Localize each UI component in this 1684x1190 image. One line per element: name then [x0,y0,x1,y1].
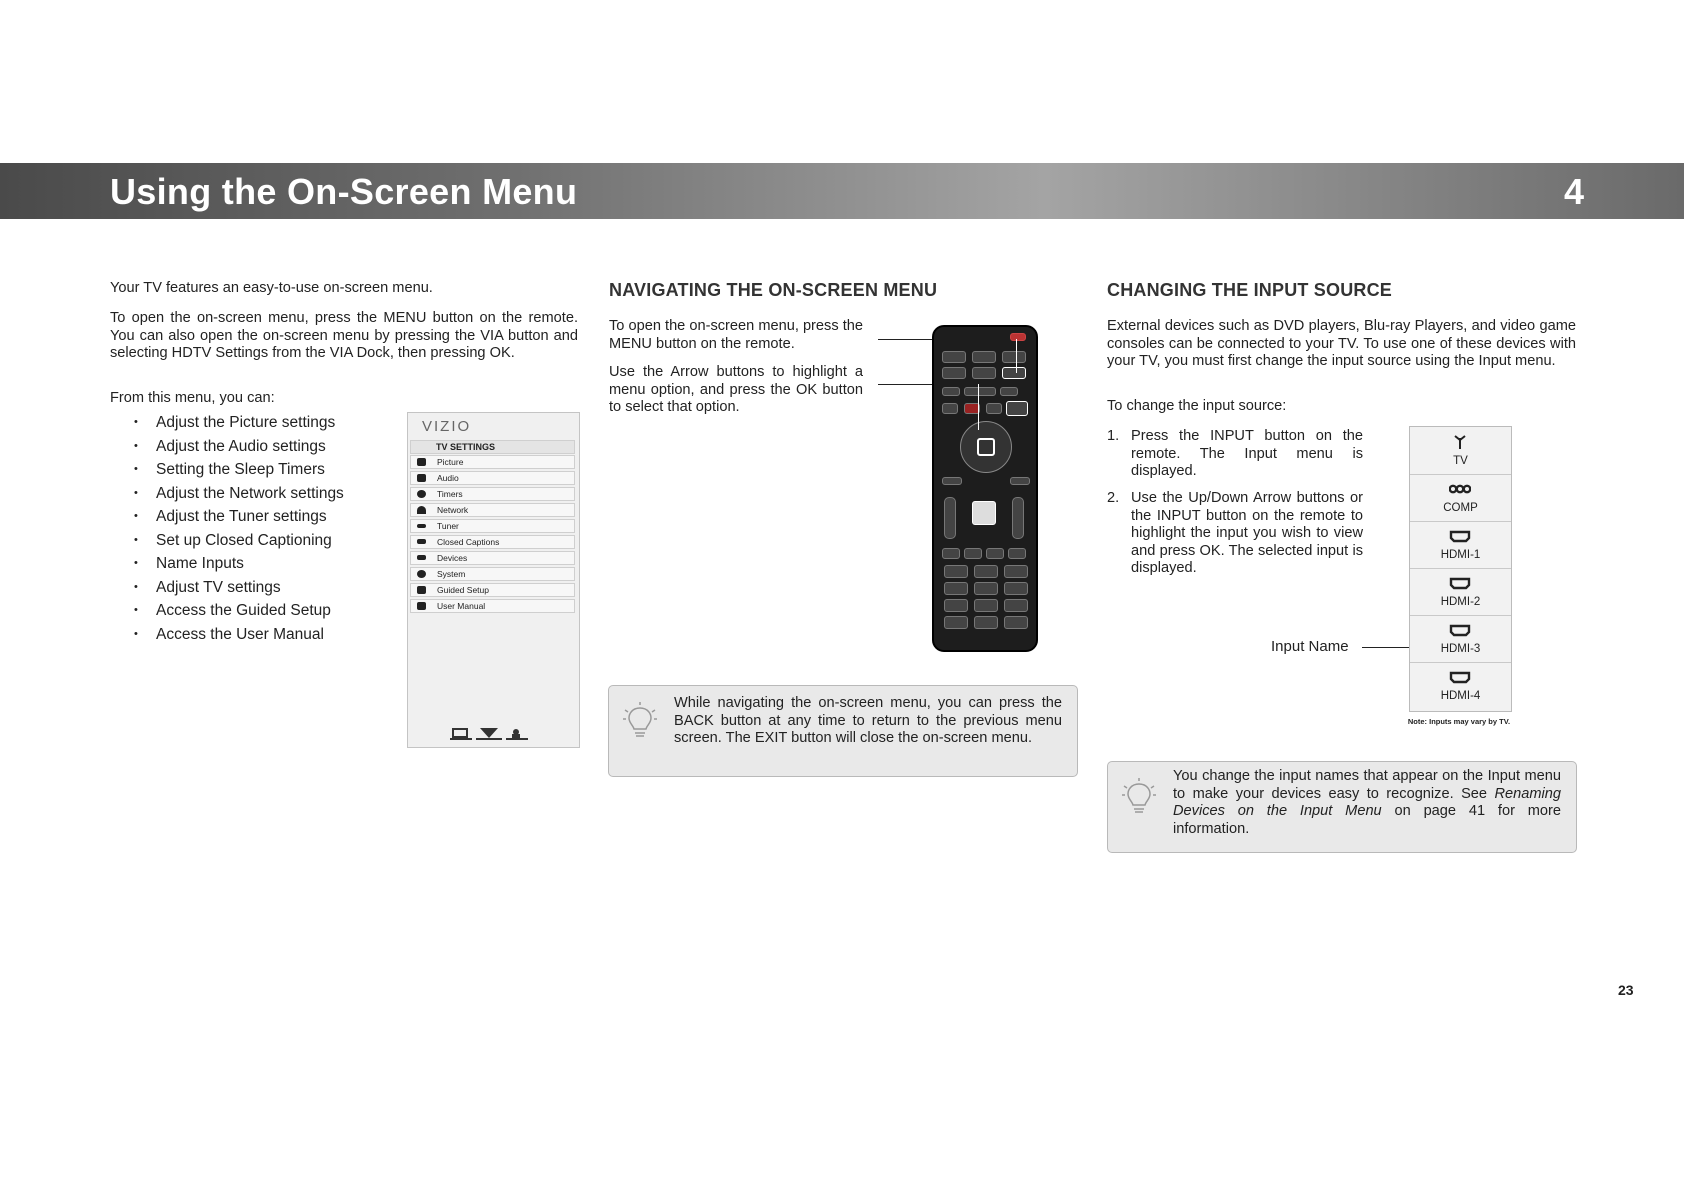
list-item: • Setting the Sleep Timers [130,458,344,482]
chapter-number: 4 [1563,171,1584,212]
number-button-icon [1004,582,1028,595]
input-menu-illustration [1409,426,1512,712]
system-icon [417,570,426,578]
tv-settings-menu-illustration [407,412,580,748]
changing-para-2: To change the input source: [1107,398,1287,414]
number-button-icon [944,599,968,612]
number-button-icon [944,582,968,595]
cross-reference-link: Renaming Devices on the Input Menu [1173,785,1561,819]
navigating-para-1: To open the on-screen menu, press the MENU button on the remote. [609,318,863,352]
input-item-hdmi-4: HDMI-4 [1410,662,1511,709]
arrow-callout-connector [978,384,979,430]
remote-button [972,351,996,363]
menu-button-icon [1002,367,1026,379]
changing-heading: CHANGING THE INPUT SOURCE [1107,280,1393,300]
input-item-comp: COMP [1410,474,1511,522]
menu-row-guided-setup: Guided Setup [410,583,575,597]
menu-row-devices: Devices [410,551,575,565]
remote-button [964,387,996,396]
closed-captions-icon [417,539,426,544]
back-button-tip-text: While navigating the on-screen menu, you can press the BACK button at any time to return to the previous menu screen. The EXIT button will close the on-screen menu. [674,695,1062,746]
number-button-icon [944,616,968,629]
menu-row-user-manual: User Manual [410,599,575,613]
lightbulb-icon [1122,778,1156,816]
rename-inputs-tip-text: You change the input names that appear on the Input menu to make your devices easy to recognize. See Renaming Devices on the Input Menu on page 41 for more information. [1173,768,1562,837]
menu-row-closed-captions: Closed Captions [410,535,575,549]
menu-row-network: Network [410,503,575,517]
inputs-note: Note: Inputs may vary by TV. [1407,717,1511,726]
antenna-icon [1449,435,1471,449]
step-1-text: Press the INPUT button on the remote. The Input menu is displayed. [1131,428,1363,479]
remote-button [1000,387,1018,396]
remote-button [972,367,996,379]
number-button-icon [974,599,998,612]
component-icon [1449,482,1471,496]
menu-row-tuner: Tuner [410,519,575,533]
list-item: • Name Inputs [130,552,344,576]
open-menu-text: To open the on-screen menu, press the MENU button on the remote. You can also open the on-screen menu by pressing the VIA button and selecting HDTV Settings from the VIA Dock, then pressing OK. [110,310,578,361]
picture-icon [417,458,426,466]
menu-row-timers: Timers [410,487,575,501]
intro-text: Your TV features an easy-to-use on-screen menu. [110,280,433,296]
remote-button [942,387,960,396]
ok-button-icon [977,438,995,456]
step-2-number: 2. [1107,490,1120,506]
vizio-logo: VIZIO [422,418,472,435]
remote-button [1002,351,1026,363]
remote-button [942,403,958,414]
via-button-icon [972,501,996,525]
input-item-hdmi-2: HDMI-2 [1410,568,1511,616]
tv-settings-title: TV SETTINGS [410,440,575,454]
input-name-label: Input Name [1271,638,1349,655]
list-item: • Adjust the Tuner settings [130,505,344,529]
menu-callout-connector [1016,339,1017,373]
remote-button [942,367,966,379]
hdmi-icon [1449,623,1471,637]
from-menu-text: From this menu, you can: [110,390,275,406]
navigating-para-2: Use the Arrow buttons to highlight a menu option, and press the OK button to select that option. [609,364,863,415]
number-button-icon [974,616,998,629]
navigating-heading: NAVIGATING THE ON-SCREEN MENU [609,280,938,300]
list-item: • Set up Closed Captioning [130,529,344,553]
hdmi-icon [1449,529,1471,543]
list-item: • Adjust the Audio settings [130,435,344,459]
menu-row-picture: Picture [410,455,575,469]
input-item-hdmi-1: HDMI-1 [1410,521,1511,569]
list-item: • Adjust the Network settings [130,482,344,506]
list-item: • Adjust the Picture settings [130,411,344,435]
input-button-icon [1006,401,1028,416]
back-button-tip [608,685,1078,777]
step-1-number: 1. [1107,428,1120,444]
arrow-pad-icon [960,421,1012,473]
power-button-icon [1010,333,1026,341]
chapter-banner [0,163,1684,219]
devices-icon [417,555,426,560]
channel-rocker-icon [1012,497,1024,539]
menu-row-audio: Audio [410,471,575,485]
rename-inputs-tip [1107,761,1577,853]
list-item: • Access the User Manual [130,623,344,647]
input-item-hdmi-3: HDMI-3 [1410,615,1511,663]
network-icon [417,506,426,514]
timers-icon [417,490,426,498]
number-button-icon [1004,599,1028,612]
remote-button [942,477,962,485]
remote-button [942,351,966,363]
list-item: • Access the Guided Setup [130,599,344,623]
number-button-icon [974,582,998,595]
hdmi-icon [1449,576,1471,590]
user-manual-icon [417,602,426,610]
remote-control-illustration [932,325,1038,652]
remote-button [986,403,1002,414]
remote-button [1008,548,1026,559]
step-2-text: Use the Up/Down Arrow buttons or the INPUT button on the remote to highlight the input you wish to view and press OK. The selected input is displayed. [1131,490,1363,576]
lightbulb-icon [623,702,657,740]
changing-para-1: External devices such as DVD players, Blu-ray Players, and video game consoles can be connected to your TV. To use one of these devices with your TV, you must first change the input source using the Input menu. [1107,318,1576,369]
volume-rocker-icon [944,497,956,539]
remote-button [942,548,960,559]
audio-icon [417,474,426,482]
remote-button [964,548,982,559]
number-button-icon [1004,565,1028,578]
number-button-icon [1004,616,1028,629]
tuner-icon [417,524,426,528]
remote-button [1010,477,1030,485]
list-item: • Adjust TV settings [130,576,344,600]
menu-navigation-icons [450,725,530,741]
hdmi-icon [1449,670,1471,684]
number-button-icon [944,565,968,578]
chapter-title: Using the On-Screen Menu [110,171,578,212]
input-item-tv: TV [1410,427,1511,475]
menu-row-system: System [410,567,575,581]
guided-setup-icon [417,586,426,594]
number-button-icon [974,565,998,578]
page-number: 23 [1618,982,1634,998]
capabilities-list [130,411,344,646]
remote-button [986,548,1004,559]
